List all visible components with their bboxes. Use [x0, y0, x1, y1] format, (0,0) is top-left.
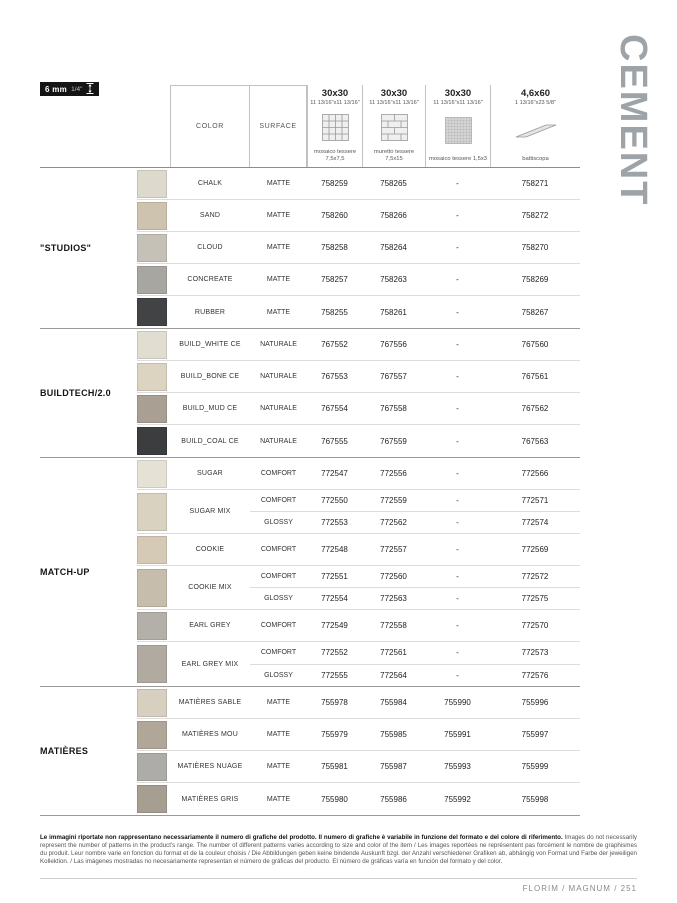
product-code: 755991	[444, 730, 471, 739]
swatch-cell	[137, 783, 170, 815]
product-code: 772563	[380, 594, 407, 603]
product-code: 758266	[380, 211, 407, 220]
product-code: 755980	[321, 794, 348, 804]
code-unavailable: -	[456, 372, 459, 381]
product-code: 772547	[321, 469, 348, 478]
product-code: 758272	[521, 211, 549, 220]
color-swatch	[137, 170, 167, 198]
product-code: 755990	[444, 698, 471, 707]
product-code: 755999	[521, 762, 549, 771]
variant-line	[250, 610, 580, 641]
product-row	[137, 610, 580, 642]
group-rows	[137, 329, 580, 457]
format-size: 30x30	[321, 88, 349, 99]
product-code: 755998	[521, 794, 549, 804]
product-code: 758267	[521, 307, 549, 317]
product-code: 772558	[380, 621, 407, 630]
product-row	[137, 783, 580, 815]
swatch-cell	[137, 751, 170, 782]
product-code: 772552	[321, 648, 348, 658]
product-code: 772555	[321, 670, 348, 680]
swatch-cell	[137, 232, 170, 263]
product-row	[137, 719, 580, 751]
surface-value: MATTE	[266, 276, 291, 283]
product-code: 772576	[521, 670, 549, 680]
variant-line	[250, 425, 580, 457]
variant-line	[250, 458, 580, 489]
code-unavailable: -	[456, 572, 459, 581]
header-format-battiscopa	[490, 85, 580, 167]
color-swatch	[137, 234, 167, 262]
color-swatch	[137, 753, 167, 781]
format-sub: mosaico tessere 1,5x3	[429, 155, 487, 162]
format-inches: 11 13/16"x11 13/16"	[369, 100, 419, 106]
variant-lines	[250, 687, 580, 718]
swatch-cell	[137, 642, 170, 686]
group-rows	[137, 458, 580, 686]
variant-line	[250, 393, 580, 424]
mosaic-fine-icon	[445, 106, 472, 156]
color-swatch	[137, 298, 167, 326]
variant-lines	[250, 534, 580, 565]
color-swatch	[137, 266, 167, 294]
variant-lines	[250, 566, 580, 609]
swatch-cell	[137, 687, 170, 718]
product-code: 767557	[380, 372, 407, 381]
product-row	[137, 168, 580, 200]
surface-value: NATURALE	[260, 373, 297, 380]
code-unavailable: -	[456, 179, 459, 188]
product-row	[137, 490, 580, 534]
battiscopa-icon	[515, 106, 557, 156]
product-code: 772574	[521, 518, 549, 527]
code-unavailable: -	[456, 436, 459, 446]
swatch-cell	[137, 200, 170, 231]
surface-value: GLOSSY	[264, 595, 293, 602]
color-swatch	[137, 460, 167, 488]
surface-value: MATTE	[266, 795, 291, 803]
color-swatch	[137, 427, 167, 455]
variant-line	[250, 566, 580, 587]
swatch-cell	[137, 719, 170, 750]
color-name: BUILD_MUD CE	[182, 405, 238, 412]
product-code: 758258	[321, 243, 348, 252]
product-code: 755992	[444, 794, 471, 804]
header-format-muretto	[362, 85, 425, 167]
color-swatch	[137, 721, 167, 749]
format-sub: battiscopa	[522, 155, 549, 162]
product-code: 755978	[321, 698, 348, 707]
page-reference: FLORIM / MAGNUM / 251	[522, 884, 637, 893]
swatch-cell	[137, 264, 170, 295]
swatch-cell	[137, 610, 170, 641]
product-code: 772559	[380, 496, 407, 505]
surface-value: COMFORT	[260, 649, 297, 657]
color-swatch	[137, 569, 167, 607]
color-name: RUBBER	[194, 308, 226, 316]
table-group	[40, 458, 580, 687]
table-group	[40, 687, 580, 816]
color-swatch	[137, 785, 167, 813]
code-unavailable: -	[456, 594, 459, 603]
product-code: 767562	[521, 404, 549, 413]
table-group	[40, 168, 580, 329]
product-code: 758257	[321, 275, 348, 284]
product-code: 772575	[521, 594, 549, 603]
color-name: CONCREATE	[187, 276, 233, 283]
format-size: 30x30	[444, 88, 472, 99]
product-code: 758255	[321, 307, 348, 317]
code-unavailable: -	[456, 648, 459, 658]
color-swatch	[137, 536, 167, 564]
product-code: 772572	[521, 572, 549, 581]
variant-line	[250, 361, 580, 392]
group-label: BUILDTECH/2.0	[40, 388, 111, 398]
swatch-cell	[137, 490, 170, 533]
product-code: 767560	[521, 340, 549, 349]
variant-line	[250, 587, 580, 609]
variant-line	[250, 168, 580, 199]
color-swatch	[137, 612, 167, 640]
product-code: 758259	[321, 179, 348, 188]
product-code: 755981	[321, 762, 348, 771]
variant-lines	[250, 425, 580, 457]
surface-value: COMFORT	[260, 622, 297, 629]
surface-value: GLOSSY	[264, 671, 293, 679]
product-code: 755985	[380, 730, 407, 739]
product-code: 755986	[380, 794, 407, 804]
product-code: 772554	[321, 594, 348, 603]
code-unavailable: -	[456, 340, 459, 349]
product-code: 758260	[321, 211, 348, 220]
color-swatch	[137, 363, 167, 391]
surface-value: NATURALE	[260, 437, 297, 445]
surface-value: MATTE	[266, 308, 291, 316]
variant-line	[250, 783, 580, 815]
color-swatch	[137, 493, 167, 531]
code-unavailable: -	[456, 496, 459, 505]
product-code: 767563	[521, 436, 549, 446]
product-row	[137, 534, 580, 566]
group-label: "STUDIOS"	[40, 243, 92, 253]
group-label: MATIÈRES	[40, 746, 89, 756]
product-code: 755997	[521, 730, 549, 739]
variant-lines	[250, 783, 580, 815]
color-name: SAND	[199, 212, 221, 219]
variant-line	[250, 200, 580, 231]
surface-value: MATTE	[266, 244, 291, 251]
surface-value: NATURALE	[260, 341, 297, 348]
variant-lines	[250, 610, 580, 641]
variant-lines	[250, 361, 580, 392]
swatch-cell	[137, 329, 170, 360]
product-row	[137, 687, 580, 719]
format-sub: muretto tessere 7,5x15	[373, 148, 415, 162]
product-code: 772548	[321, 545, 348, 554]
product-code: 772573	[521, 648, 549, 658]
variant-line	[250, 664, 580, 687]
code-unavailable: -	[456, 670, 459, 680]
color-swatch	[137, 645, 167, 683]
header-color: COLOR	[170, 85, 250, 167]
product-code: 767558	[380, 404, 407, 413]
swatch-cell	[137, 458, 170, 489]
surface-value: COMFORT	[260, 546, 297, 553]
variant-lines	[250, 168, 580, 199]
swatch-cell	[137, 361, 170, 392]
swatch-cell	[137, 425, 170, 457]
product-code: 755987	[380, 762, 407, 771]
variant-lines	[250, 642, 580, 686]
code-unavailable: -	[456, 545, 459, 554]
product-table	[40, 85, 580, 816]
product-row	[137, 642, 580, 686]
thickness-value: 6 mm	[45, 84, 68, 94]
product-code: 755996	[521, 698, 549, 707]
surface-value: MATTE	[266, 763, 291, 770]
variant-lines	[250, 264, 580, 295]
surface-value: COMFORT	[260, 573, 297, 580]
disclaimer-text	[40, 834, 637, 866]
product-code: 772557	[380, 545, 407, 554]
color-name: COOKIE	[195, 546, 225, 553]
code-unavailable: -	[456, 469, 459, 478]
table-header	[40, 85, 580, 168]
disclaimer-bold: Le immagini riportate non rappresentano necessariamente il numero di grafiche del prodotto. Il numero di grafiche è variabile in funzione del formato e del colore di riferimento.	[40, 834, 563, 841]
swatch-cell	[137, 566, 170, 609]
variant-line	[250, 511, 580, 533]
surface-value: MATTE	[266, 699, 291, 706]
product-code: 758271	[521, 179, 549, 188]
product-row	[137, 751, 580, 783]
surface-value: GLOSSY	[264, 519, 293, 526]
color-name: SUGAR	[197, 470, 223, 477]
surface-value: MATTE	[266, 731, 291, 738]
variant-lines	[250, 490, 580, 533]
variant-lines	[250, 751, 580, 782]
table-body	[40, 168, 580, 816]
color-swatch	[137, 202, 167, 230]
product-code: 772550	[321, 496, 348, 505]
product-code: 767555	[321, 436, 348, 446]
code-unavailable: -	[456, 211, 459, 220]
surface-value: MATTE	[266, 212, 291, 219]
variant-line	[250, 232, 580, 263]
mosaic-icon	[322, 106, 349, 149]
variant-line	[250, 642, 580, 664]
product-row	[137, 393, 580, 425]
code-unavailable: -	[456, 275, 459, 284]
color-name: EARL GREY MIX	[181, 660, 239, 668]
format-sub: mosaico tessere 7,5x7,5	[313, 148, 357, 162]
surface-value: COMFORT	[260, 470, 297, 477]
color-swatch	[137, 689, 167, 717]
product-row	[137, 296, 580, 328]
header-format-mosaico	[307, 85, 362, 167]
variant-line	[250, 687, 580, 718]
color-name: SUGAR MIX	[189, 508, 231, 515]
format-inches: 11 13/16"x11 13/16"	[433, 100, 483, 106]
swatch-cell	[137, 296, 170, 328]
product-code: 758261	[380, 307, 407, 317]
product-code: 758270	[521, 243, 549, 252]
product-row	[137, 425, 580, 457]
product-code: 772571	[521, 496, 549, 505]
variant-lines	[250, 393, 580, 424]
product-code: 758263	[380, 275, 407, 284]
product-code: 758264	[380, 243, 407, 252]
product-code: 755979	[321, 730, 348, 739]
surface-value: COMFORT	[260, 497, 297, 504]
product-row	[137, 361, 580, 393]
variant-line	[250, 264, 580, 295]
collection-title: CEMENT	[612, 34, 654, 207]
color-name: BUILD_BONE CE	[180, 373, 240, 380]
product-code: 772570	[521, 621, 549, 630]
product-code: 772564	[380, 670, 407, 680]
color-name: MATIÈRES MOU	[182, 731, 238, 738]
product-code: 755984	[380, 698, 407, 707]
muretto-icon	[381, 106, 408, 149]
variant-line	[250, 719, 580, 750]
color-name: BUILD_WHITE CE	[179, 341, 241, 348]
product-code: 772549	[321, 621, 348, 630]
color-name: EARL GREY	[189, 622, 231, 629]
format-size: 30x30	[380, 88, 408, 99]
header-surface: SURFACE	[250, 85, 307, 167]
product-code: 767559	[380, 436, 407, 446]
table-group	[40, 329, 580, 458]
variant-line	[250, 296, 580, 328]
product-code: 767552	[321, 340, 348, 349]
surface-value: NATURALE	[260, 405, 297, 412]
color-name: MATIÈRES NUAGE	[177, 763, 243, 770]
format-inches: 1 13/16"x23 5/8"	[515, 100, 556, 106]
group-label: MATCH-UP	[40, 567, 90, 577]
disclaimer-rest: Images do not necessarily represent the number of patterns in the product's range. The number of different patterns varies according to size and color of the item / Les images reportées ne représentent pas forcément le nombre de graphismes du produit. Leur nombre varie en fonction du format et de la couleur choisis / Die Abbildungen geben keine bindende Auskunft bzgl. der Anzahl verschiedener Grafiken ab, abhängig von Format und Farbe der jeweiligen Kollektion. / Las imágenes mostradas no necesariamente representan el número de gráficas del producto. El número de gráficas varía en función del formato y del color.	[40, 834, 637, 866]
swatch-cell	[137, 168, 170, 199]
product-code: 772561	[380, 648, 407, 658]
product-row	[137, 329, 580, 361]
thickness-inches: 1/4"	[71, 85, 83, 93]
variant-line	[250, 490, 580, 511]
group-rows	[137, 168, 580, 328]
product-code: 767561	[521, 372, 549, 381]
format-size: 4,6x60	[520, 88, 551, 99]
product-row	[137, 458, 580, 490]
product-code: 758269	[521, 275, 549, 284]
product-code: 755993	[444, 762, 471, 771]
footer-divider	[40, 878, 637, 879]
surface-value: MATTE	[266, 180, 291, 187]
color-swatch	[137, 331, 167, 359]
variant-lines	[250, 296, 580, 328]
product-row	[137, 264, 580, 296]
product-code: 772556	[380, 469, 407, 478]
product-code: 767553	[321, 372, 348, 381]
header-spacer	[40, 85, 170, 167]
product-code: 772569	[521, 545, 549, 554]
variant-line	[250, 534, 580, 565]
product-code: 767556	[380, 340, 407, 349]
swatch-cell	[137, 534, 170, 565]
code-unavailable: -	[456, 621, 459, 630]
product-code: 758265	[380, 179, 407, 188]
color-name: COOKIE MIX	[188, 584, 232, 591]
product-code: 772566	[521, 469, 549, 478]
product-code: 767554	[321, 404, 348, 413]
code-unavailable: -	[456, 404, 459, 413]
variant-lines	[250, 232, 580, 263]
product-code: 772553	[321, 518, 348, 527]
product-row	[137, 200, 580, 232]
variant-line	[250, 329, 580, 360]
variant-lines	[250, 200, 580, 231]
color-name: MATIÈRES GRIS	[181, 795, 239, 803]
variant-lines	[250, 719, 580, 750]
product-row	[137, 566, 580, 610]
color-name: CLOUD	[197, 244, 223, 251]
code-unavailable: -	[456, 307, 459, 317]
color-name: MATIÈRES SABLE	[178, 699, 242, 706]
group-rows	[137, 687, 580, 815]
product-code: 772560	[380, 572, 407, 581]
color-name: BUILD_COAL CE	[181, 437, 239, 445]
code-unavailable: -	[456, 243, 459, 252]
variant-lines	[250, 458, 580, 489]
format-inches: 11 13/16"x11 13/16"	[310, 100, 360, 106]
swatch-cell	[137, 393, 170, 424]
color-swatch	[137, 395, 167, 423]
color-name: CHALK	[197, 180, 223, 187]
variant-line	[250, 751, 580, 782]
code-unavailable: -	[456, 518, 459, 527]
product-code: 772562	[380, 518, 407, 527]
variant-lines	[250, 329, 580, 360]
product-row	[137, 232, 580, 264]
header-format-mosaico-fine	[425, 85, 490, 167]
product-code: 772551	[321, 572, 348, 581]
